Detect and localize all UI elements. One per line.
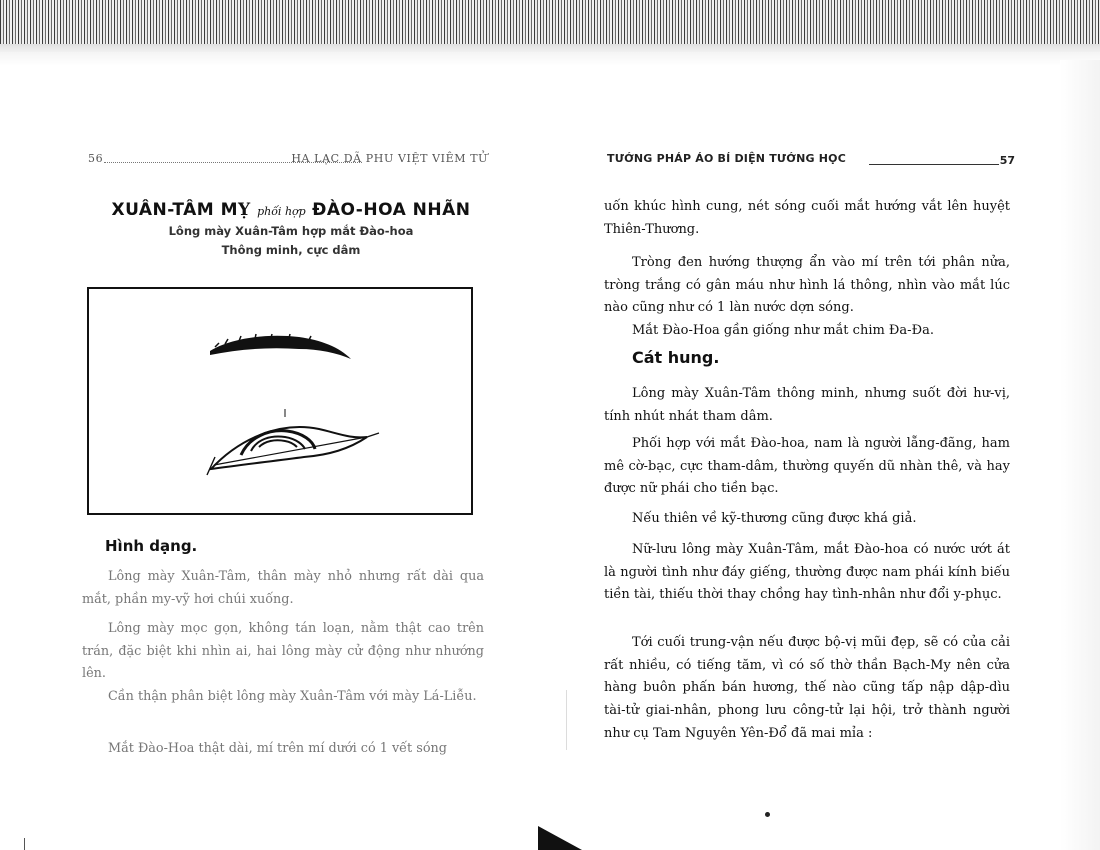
- right-paragraph-6: Nếu thiên về kỹ-thương cũng được khá giả.: [632, 511, 917, 526]
- chapter-heading: [96, 200, 486, 220]
- right-paragraph-7: Nữ-lưu lông mày Xuân-Tâm, mắt Đào-hoa có nước ướt át là người tình như đáy giếng, thường được nam phái kính biếu tiền tài, thiếu thời thay chồng hay tình-nhân như đổi y-phục.: [604, 542, 1010, 603]
- left-edge-mark: [24, 838, 25, 850]
- page-top-edge: [0, 52, 1100, 66]
- section-cat-hung: Cát hung.: [632, 348, 720, 367]
- left-running-title: HA LẠC DÃ PHU VIỆT VIÊM TỬ: [291, 152, 488, 165]
- left-paragraph-3: Cần thận phân biệt lông mày Xuân-Tâm với mày Lá-Liễu.: [108, 689, 477, 704]
- binding-mark: [538, 826, 582, 850]
- right-page-header: [607, 152, 1015, 168]
- scan-border-strip: [0, 0, 1100, 52]
- ink-speck: [765, 812, 770, 817]
- gutter-line: [566, 690, 567, 750]
- illustration-frame: [87, 287, 473, 515]
- left-page-number: 56: [88, 152, 104, 165]
- page-edge-shadow: [1060, 60, 1100, 850]
- right-page-number: 57: [999, 154, 1015, 167]
- right-paragraph-1: uốn khúc hình cung, nét sóng cuối mắt hướng vắt lên huyệt Thiên-Thương.: [604, 199, 1010, 237]
- right-paragraph-4: Lông mày Xuân-Tâm thông minh, nhưng suốt đời hư-vị, tính nhút nhát tham dâm.: [604, 386, 1010, 424]
- section-hinh-dang: Hình dạng.: [105, 537, 198, 555]
- left-paragraph-2: Lông mày mọc gọn, không tán loạn, nằm thật cao trên trán, đặc biệt khi nhìn ai, hai lông mày cử động như nhướng lên.: [82, 621, 484, 681]
- subtitle-2: Thông minh, cực dâm: [221, 243, 361, 257]
- eye-drawing: [207, 409, 379, 475]
- left-paragraph-1: Lông mày Xuân-Tâm, thân mày nhỏ nhưng rất dài qua mắt, phần my-vỹ hơi chúi xuống.: [82, 569, 484, 607]
- illustration-svg: [89, 289, 471, 513]
- heading-part1: XUÂN-TÂM M: [111, 200, 239, 220]
- heading-connector: phối hợp: [257, 205, 306, 218]
- right-paragraph-8: Tới cuối trung-vận nếu được bộ-vị mũi đẹp, sẽ có của cải rất nhiều, có tiếng tăm, vì có số thờ thần Bạch-My nên cửa hàng buôn phấn bán hương, thế nào cũng tấp nập dập-dìu tài-tử giai-nhân, phong lưu công-tử lại hội, trở thành người như cụ Tam Nguyên Yên-Đổ đã mai mỉa :: [604, 635, 1010, 741]
- header-rule-right: [869, 164, 999, 165]
- subtitle-1: Lông mày Xuân-Tâm hợp mắt Đào-hoa: [168, 224, 414, 238]
- left-page-header: [88, 152, 488, 168]
- left-paragraph-4: Mắt Đào-Hoa thật dài, mí trên mí dưới có 1 vết sóng: [108, 741, 447, 756]
- heading-part2: ĐÀO-HOA NHÃN: [312, 200, 471, 220]
- heading-part1b: Ỵ: [238, 200, 251, 220]
- right-paragraph-5: Phối hợp với mắt Đào-hoa, nam là người lẵng-đãng, ham mê cờ-bạc, cực tham-dâm, thường quyến dũ nhàn thê, và hay được nữ phái cho tiền bạc.: [604, 436, 1010, 497]
- right-paragraph-3: Mắt Đào-Hoa gần giống như mắt chim Đa-Đa.: [632, 323, 934, 338]
- eyebrow-drawing: [210, 334, 351, 359]
- right-paragraph-2: Tròng đen hướng thượng ẩn vào mí trên tới phân nửa, tròng trắng có gân máu như hình lá thông, nhìn vào mắt lúc nào cũng như có 1 làn nước dợn sóng.: [604, 255, 1010, 316]
- right-running-title: TƯỚNG PHÁP ÁO BÍ DIỆN TƯỚNG HỌC: [607, 152, 847, 165]
